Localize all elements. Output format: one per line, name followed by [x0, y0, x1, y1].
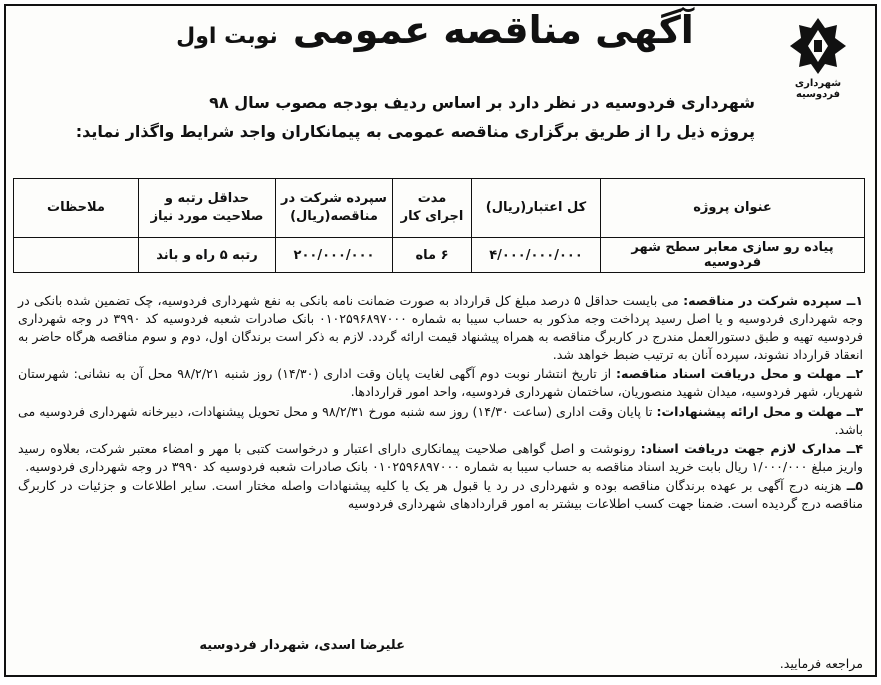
- intro-line-2: پروژه ذیل را از طریق برگزاری مناقصه عمومی به پیمانکاران واجد شرایط واگذار نماید:: [75, 122, 755, 141]
- clause-4-text: رونوشت و اصل گواهی صلاحیت پیمانکاری دارای اعتبار و درخواست کتبی با مهر و امضاء معتبر شرکت، بعلاوه رسید واریز مبلغ ۱/۰۰۰/۰۰۰ ریال بابت خرید اسناد مناقصه به حساب سیبا به شماره ۰۱۰۲۵۹۶۸۹۷۰۰۰ بانک صادرات شعبه فردوسیه کد ۳۹۹۰ در وجه شهرداری فردوسیه.: [18, 440, 863, 474]
- clause-5: [18, 477, 863, 513]
- municipality-logo: [775, 16, 861, 100]
- header-duration: مدت اجرای کار: [393, 179, 472, 238]
- header-grade: حداقل رتبه و صلاحیت مورد نیاز: [139, 179, 276, 238]
- header-title: عنوان پروژه: [601, 179, 865, 238]
- cell-notes: [14, 238, 139, 273]
- clause-2: [18, 365, 863, 401]
- clause-3-text: تا پایان وقت اداری (ساعت ۱۴/۳۰) روز سه شنبه مورخ ۹۸/۲/۳۱ و محل تحویل پیشنهادات، دبیرخانه شهرداری فردوسیه می باشد.: [18, 403, 863, 437]
- clause-3-heading: ۳ــ مهلت و محل ارائه پیشنهادات:: [656, 403, 863, 419]
- page-title: آگهی مناقصه عمومی: [292, 8, 694, 52]
- projects-table: [13, 178, 865, 273]
- cell-title: پیاده رو سازی معابر سطح شهر فردوسیه: [601, 238, 865, 273]
- header-notes: ملاحظات: [14, 179, 139, 238]
- notice-title: [155, 8, 715, 52]
- cell-deposit: ۲۰۰/۰۰۰/۰۰۰: [276, 238, 393, 273]
- clause-5-text: هزینه درج آگهی بر عهده برندگان مناقصه بوده و شهرداری در رد یا قبول هر یک یا کلیه پیشنهادات واصله مختار است. سایر اطلاعات و جزئیات در کاربرگ مناقصه درج گردیده است. ضمنا جهت کسب اطلاعات بیشتر به امور قراردادهای شهرداری فردوسیه: [18, 477, 863, 512]
- header-credit: کل اعتبار(ریال): [472, 179, 601, 238]
- round-label: نوبت اول: [176, 24, 278, 49]
- conditions: [18, 292, 863, 514]
- clause-5-heading: ۵ــ: [846, 477, 863, 493]
- clause-1-heading: ۱ــ سپرده شرکت در مناقصه:: [683, 293, 863, 308]
- clause-3: [18, 403, 863, 439]
- tender-notice: [4, 4, 877, 677]
- intro-text: [26, 88, 755, 146]
- logo-caption: شهرداری فردوسیه: [794, 78, 842, 100]
- emblem-icon: [788, 16, 848, 76]
- clause-1-text: می بایست حداقل ۵ درصد مبلغ کل قرارداد به صورت ضمانت نامه بانکی به نفع شهرداری فردوسیه، چک تضمین شده بانکی در وجه شهرداری فردوسیه و یا اصل رسید پرداخت وجه مذکور به حساب سیبا به شماره ۰۱۰۲۵۹۶۸۹۷۰۰۰ بانک صادرات شعبه فردوسیه کد ۳۹۹۰ در وجه شهرداری فردوسیه تهیه و طبق دستورالعمل مندرج در کاربرگ مناقصه به همراه پیشنهاد قیمت ارائه گردد. لازم به ذکر است برندگان اول، دوم و سوم مناقصه هرگاه حاضر به انعقاد قرارداد نشوند، سپرده آنان به ترتیب ضبط خواهد شد.: [18, 293, 863, 363]
- cell-duration: ۶ ماه: [393, 238, 472, 273]
- signature: علیرضا اسدی، شهردار فردوسیه: [199, 638, 405, 653]
- clause-1: [18, 292, 863, 364]
- clause-2-text: از تاریخ انتشار نوبت دوم آگهی لغایت پایان وقت اداری (۱۴/۳۰) روز شنبه ۹۸/۲/۲۱ محل آن به نشانی: شهرستان شهریار، شهر فردوسیه، میدان شهید منصوریان، ساختمان شهرداری فردوسیه، واحد امور قراردادها.: [18, 366, 863, 400]
- table-header-row: [14, 179, 865, 238]
- closing-text: مراجعه فرمایید.: [779, 656, 863, 671]
- header-deposit: سپرده شرکت در مناقصه(ریال): [276, 179, 393, 238]
- cell-credit: ۴/۰۰۰/۰۰۰/۰۰۰: [472, 238, 601, 273]
- clause-4: [18, 440, 863, 476]
- clause-2-heading: ۲ــ مهلت و محل دریافت اسناد مناقصه:: [616, 366, 863, 382]
- table-row: [14, 238, 865, 273]
- intro-line-1: شهرداری فردوسیه در نظر دارد بر اساس ردیف بودجه مصوب سال ۹۸: [209, 93, 755, 112]
- clause-4-heading: ۴ــ مدارک لازم جهت دریافت اسناد:: [640, 440, 863, 456]
- cell-grade: رتبه ۵ راه و باند: [139, 238, 276, 273]
